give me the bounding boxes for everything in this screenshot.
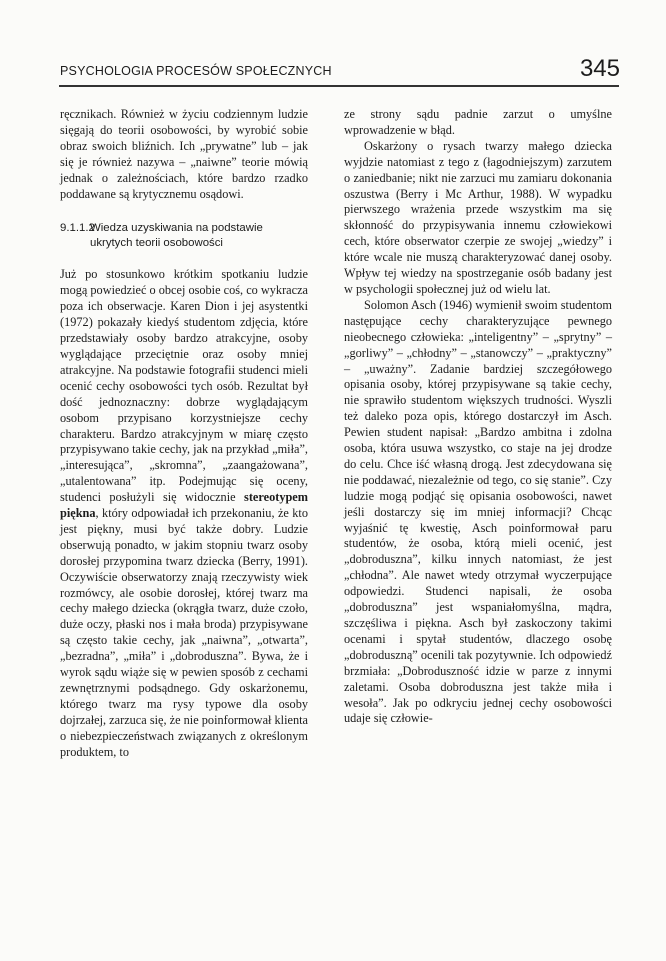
section-title-line-2: ukrytych teorii osobowości: [90, 237, 223, 250]
section-heading: [60, 221, 308, 251]
section-number: 9.1.1.2: [60, 222, 95, 235]
paragraph-text: Już po stosunkowo krótkim spotkaniu ludzie mogą powiedzieć o obcej osobie coś, co wykracza poza ich obserwacje. Karen Dion i jej asystentki (1972) pokazały kiedyś studentom zdjęcia, które przedstawiały osoby bardzo atrakcyjne, osoby wyglądające przeciętnie oraz osoby mniej atrakcyjne. Na podstawie fotografii studenci mieli ocenić cechy osobowości tych osób. Rezultat był dość jednoznaczny: dobrze wyglądającym osobom przypisano korzystniejsze cechy charakteru. Bardzo atrakcyjnym w miarę często przypisywano takie cechy, jak na przykład „miła”, „interesująca”, „skromna”, „zaangażowana”, „utalentowana” itp. Podejmując się oceny, studenci posłużyli się widocznie: [60, 267, 308, 505]
section-title-line-1: Wiedza uzyskiwania na podstawie: [90, 222, 263, 235]
paragraph-baby-face: Oskarżony o rysach twarzy małego dziecka wyjdzie natomiast z tego z (łagodniejszym) zarzutem o zaniedbanie; nikt nie zarzuci mu zamiaru dokonania oszustwa (Berry i Mc Arthur, 1988). W wypadku pierwszego wrażenia przede wszystkim ma się skłonność do przypisywania innemu człowiekowi cech, które obserwator czerpie ze swojej „wiedzy” i które wcale nie muszą charakteryzować danej osoby. Wpływ tej wiedzy na spostrzeganie osób badany jest w psychologii społecznej już od wielu lat.: [344, 138, 612, 296]
right-column: [344, 107, 612, 727]
left-column: [60, 107, 308, 761]
paragraph-text-rest: , który odpowiadał ich przekonaniu, że kto jest piękny, musi być także dobry. Ludzie obserwują ponadto, w jakim stopniu twarz osoby dorosłej przypomina twarz dziecka (Berry, 1991). Oczywiście obserwatorzy znają rzeczywisty wiek rozmówcy, ale osobie dorosłej, której twarz ma cechy małego dziecka (okrągła twarz, duże czoło, duże oczy, płaski nos i mała broda) przypisywane są często takie cechy, jak „naiwna”, „otwarta”, „bezradna”, „miła” i „dobroduszna”. Bywa, że i wyrok sądu wiąże się w pewien sposób z cechami zewnętrznymi podsądnego. Gdy oskarżonemu, którego twarz ma rysy typowe dla osoby dojrzałej, zarzuca się, że nie poinformował klienta o niebezpieczeństwach związanych z określonym produktem, to: [60, 506, 308, 759]
header-rule: [59, 85, 619, 87]
bold-term: stereotypem piękna: [60, 490, 309, 521]
paragraph-continued: ze strony sądu padnie zarzut o umyślne wprowadzenie w błąd.: [344, 107, 612, 137]
paragraph-dion-study: [60, 267, 308, 760]
paragraph-continued: ręcznikach. Również w życiu codziennym ludzie sięgają do teorii osobowości, by wyrobić sobie obraz swoich bliźnich. Ich „prywatne” lub – jak się je również nazywa – „naiwne” teorie mówią jednak o zależnościach, które bardzo rzadko poddawane są krytycznemu osądowi.: [60, 107, 308, 201]
page-number: 345: [579, 55, 620, 82]
paragraph-asch-study: Solomon Asch (1946) wymienił swoim studentom następujące cechy charakteryzujące pewnego nieobecnego człowieka: „inteligentny” – „sprytny” – „gorliwy” – „chłodny” – „stanowczy” – „praktyczny” – „uważny”. Zadanie bardziej szczegółowego opisania osoby, której przypisywane są takie cechy, nie sprawiło studentom większych trudności. Wyszli też daleko poza opis, którego dostarczył im Asch. Pewien student napisał: „Bardzo ambitna i zdolna osoba, która usuwa wszystko, co staje na jej drodze do celu. Chce iść własną drogą. Jest zdecydowana się nie poddawać, niezależnie od tego, co się stanie”. Czy ludzie mogą podjąć się opisania osobowości, nawet jeśli dostarczy się im mniej informacji? Chcąc wyjaśnić tę kwestię, Asch poinformował paru studentów, że osoba, którą mieli ocenić, jest „dobroduszna”, kilku innych natomiast, że jest „chłodna”. Ale nawet wtedy otrzymał wyczerpujące odpowiedzi. Studenci napisali, że osoba „dobroduszna” jest wspaniałomyślna, mądra, szczęśliwa i piękna. Asch był zaskoczony takimi ocenami i spytał studentów, dlaczego osobę „dobroduszną” ocenili tak pozytywnie. Ich odpowiedź brzmiała: „Dobroduszność idzie w parze z innymi zaletami. Osoba dobroduszna jest także miła i wesoła”. Jak po odkryciu jednej cechy osobowości udaje się człowie-: [344, 297, 612, 726]
running-header-title: PSYCHOLOGIA PROCESÓW SPOŁECZNYCH: [60, 64, 332, 78]
